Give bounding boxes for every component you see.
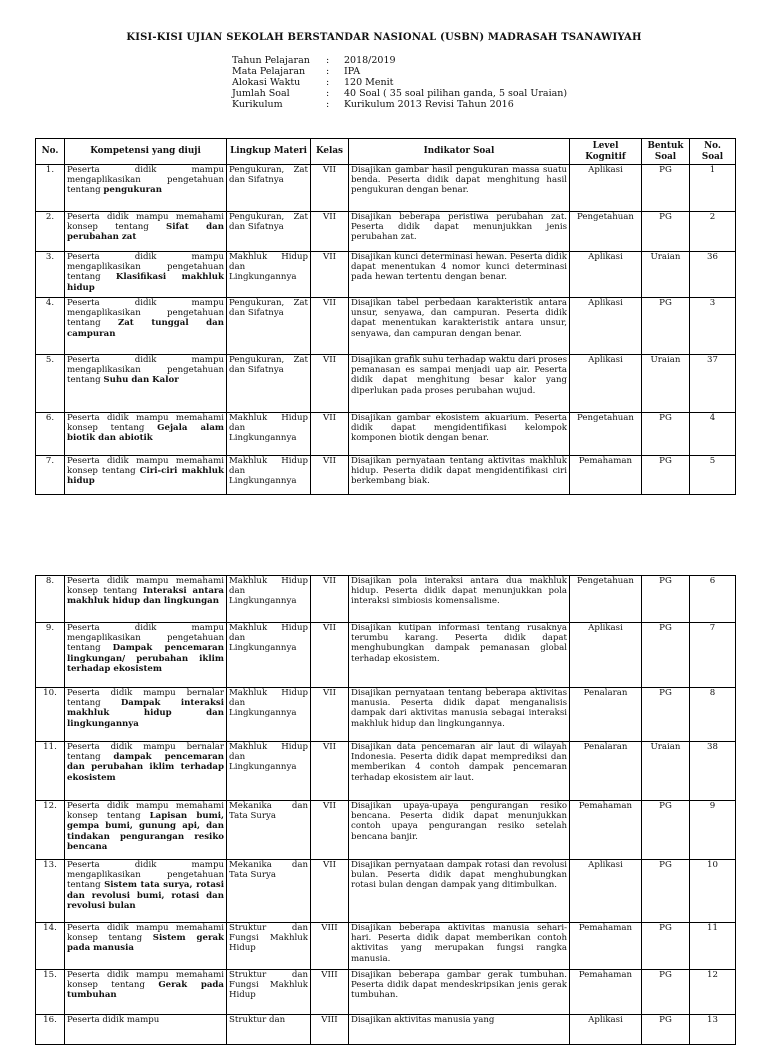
kompetensi-topic: dampak pencemaran dan perubahan iklim terhadap ekosistem [67, 752, 225, 783]
kisi-kisi-table-page-2 [35, 575, 736, 1045]
cell-bentuk-soal: PG [642, 923, 690, 970]
cell-kompetensi [65, 923, 227, 970]
cell-kompetensi [65, 355, 227, 413]
cell-level-kognitif: Aplikasi [570, 165, 642, 212]
table-row [36, 860, 736, 923]
cell-no: 9. [36, 623, 65, 688]
kompetensi-text: Peserta didik mampu memahami konsep tentang [67, 801, 224, 822]
cell-no-soal: 2 [690, 212, 736, 252]
cell-bentuk-soal: PG [642, 456, 690, 495]
meta-row [232, 55, 567, 66]
cell-no: 2. [36, 212, 65, 252]
cell-no-soal: 9 [690, 801, 736, 860]
cell-no-soal: 8 [690, 688, 736, 742]
cell-bentuk-soal: PG [642, 1015, 690, 1045]
kompetensi-text: Peserta didik mampu mengaplikasikan pengetahuan tentang [67, 252, 224, 283]
header-indikator: Indikator Soal [349, 139, 570, 165]
kompetensi-text: Peserta didik mampu memahami konsep tentang [67, 456, 224, 477]
cell-lingkup-materi: Makhluk Hidup dan Lingkungannya [227, 456, 311, 495]
cell-no: 7. [36, 456, 65, 495]
meta-separator: : [326, 55, 330, 66]
cell-bentuk-soal: PG [642, 576, 690, 623]
cell-no: 15. [36, 970, 65, 1015]
table-row [36, 413, 736, 456]
meta-separator: : [326, 88, 330, 99]
cell-level-kognitif: Pengetahuan [570, 413, 642, 456]
cell-indikator: Disajikan grafik suhu terhadap waktu dari proses pemanasan es sampai menjadi uap air. Peserta didik dapat menghitung besar kalor yang diperlukan pada proses perubahan wujud. [349, 355, 570, 413]
cell-level-kognitif: Aplikasi [570, 355, 642, 413]
cell-no: 6. [36, 413, 65, 456]
cell-kompetensi [65, 860, 227, 923]
cell-kelas: VII [311, 413, 349, 456]
cell-kompetensi [65, 970, 227, 1015]
cell-no: 1. [36, 165, 65, 212]
cell-indikator: Disajikan beberapa peristiwa perubahan zat. Peserta didik dapat menunjukkan jenis perubahan zat. [349, 212, 570, 252]
meta-row [232, 99, 567, 110]
cell-indikator: Disajikan pernyataan dampak rotasi dan revolusi bulan. Peserta didik dapat menghubungkan rotasi bulan dengan dampak yang ditimbulkan. [349, 860, 570, 923]
header-lingkup: Lingkup Materi [227, 139, 311, 165]
kompetensi-topic: Suhu dan Kalor [103, 375, 179, 386]
cell-bentuk-soal: Uraian [642, 355, 690, 413]
cell-kompetensi [65, 623, 227, 688]
cell-no: 13. [36, 860, 65, 923]
cell-kelas: VII [311, 576, 349, 623]
kompetensi-text: Peserta didik mampu memahami konsep tentang [67, 923, 224, 944]
cell-kelas: VII [311, 252, 349, 298]
cell-no: 8. [36, 576, 65, 623]
cell-no-soal: 37 [690, 355, 736, 413]
cell-no: 5. [36, 355, 65, 413]
kompetensi-text: Peserta didik mampu bernalar tentang [67, 688, 224, 709]
cell-lingkup-materi: Makhluk Hidup dan Lingkungannya [227, 413, 311, 456]
cell-lingkup-materi: Pengukuran, Zat dan Sifatnya [227, 355, 311, 413]
cell-indikator: Disajikan pernyataan tentang beberapa aktivitas manusia. Peserta didik dapat menganalisis dampak dari aktivitas manusia sebagai interaksi makhluk hidup dan lingkungannya. [349, 688, 570, 742]
cell-no: 4. [36, 298, 65, 355]
cell-lingkup-materi: Pengukuran, Zat dan Sifatnya [227, 212, 311, 252]
kompetensi-topic: Sifat dan perubahan zat [67, 222, 224, 243]
meta-separator: : [326, 77, 330, 88]
kompetensi-text: Peserta didik mampu memahami konsep tentang [67, 576, 224, 597]
meta-value: 40 Soal ( 35 soal pilihan ganda, 5 soal Uraian) [344, 88, 568, 99]
table-row [36, 688, 736, 742]
cell-level-kognitif: Aplikasi [570, 860, 642, 923]
cell-no-soal: 13 [690, 1015, 736, 1045]
cell-level-kognitif: Pemahaman [570, 923, 642, 970]
meta-row [232, 88, 567, 99]
cell-lingkup-materi: Makhluk Hidup dan Lingkungannya [227, 252, 311, 298]
cell-no-soal: 10 [690, 860, 736, 923]
table-row [36, 970, 736, 1015]
kompetensi-topic: Sistem gerak pada manusia [67, 933, 224, 954]
cell-kompetensi [65, 456, 227, 495]
table-row [36, 298, 736, 355]
cell-level-kognitif: Pemahaman [570, 970, 642, 1015]
cell-bentuk-soal: PG [642, 623, 690, 688]
kompetensi-text: Peserta didik mampu mengaplikasikan pengetahuan tentang [67, 298, 224, 329]
cell-lingkup-materi: Makhluk Hidup dan Lingkungannya [227, 688, 311, 742]
cell-kompetensi [65, 165, 227, 212]
cell-bentuk-soal: PG [642, 801, 690, 860]
meta-label: Tahun Pelajaran [232, 55, 310, 66]
cell-kelas: VII [311, 860, 349, 923]
cell-lingkup-materi: Makhluk Hidup dan Lingkungannya [227, 742, 311, 801]
cell-level-kognitif: Pengetahuan [570, 576, 642, 623]
cell-level-kognitif: Aplikasi [570, 623, 642, 688]
cell-no-soal: 36 [690, 252, 736, 298]
cell-kompetensi [65, 212, 227, 252]
cell-lingkup-materi: Struktur dan [227, 1015, 311, 1045]
cell-kompetensi [65, 252, 227, 298]
kompetensi-topic: Sistem tata surya, rotasi dan revolusi bumi, rotasi dan revolusi bulan [67, 880, 224, 911]
cell-lingkup-materi: Mekanika dan Tata Surya [227, 801, 311, 860]
kompetensi-text: Peserta didik mampu mengaplikasikan pengetahuan tentang [67, 860, 224, 891]
document-title: KISI-KISI UJIAN SEKOLAH BERSTANDAR NASIONAL (USBN) MADRASAH TSANAWIYAH [126, 32, 642, 43]
kompetensi-text: Peserta didik mampu mengaplikasikan pengetahuan tentang [67, 623, 224, 654]
table-row [36, 212, 736, 252]
cell-no: 11. [36, 742, 65, 801]
cell-kompetensi [65, 576, 227, 623]
cell-level-kognitif: Penalaran [570, 688, 642, 742]
kompetensi-topic: Gerak pada tumbuhan [67, 980, 224, 1001]
meta-value: IPA [344, 66, 361, 77]
cell-kelas: VII [311, 688, 349, 742]
table-row [36, 801, 736, 860]
header-no: No. [36, 139, 65, 165]
cell-indikator: Disajikan pernyataan tentang aktivitas makhluk hidup. Peserta didik dapat mengidentifikasi ciri berkembang biak. [349, 456, 570, 495]
cell-kompetensi [65, 413, 227, 456]
cell-level-kognitif: Pengetahuan [570, 212, 642, 252]
meta-label: Kurikulum [232, 99, 283, 110]
cell-bentuk-soal: PG [642, 688, 690, 742]
cell-no-soal: 1 [690, 165, 736, 212]
meta-row [232, 77, 567, 88]
cell-no: 10. [36, 688, 65, 742]
cell-no-soal: 7 [690, 623, 736, 688]
table-row [36, 252, 736, 298]
cell-kelas: VII [311, 165, 349, 212]
cell-kelas: VII [311, 355, 349, 413]
cell-no-soal: 6 [690, 576, 736, 623]
cell-indikator: Disajikan upaya-upaya pengurangan resiko bencana. Peserta didik dapat menunjukkan contoh upaya pengurangan resiko setelah bencana banjir. [349, 801, 570, 860]
table-row [36, 742, 736, 801]
meta-value: 120 Menit [344, 77, 394, 88]
table-row [36, 576, 736, 623]
kompetensi-topic: Ciri-ciri makhluk hidup [67, 466, 224, 487]
cell-kelas: VII [311, 742, 349, 801]
kompetensi-topic: Lapisan bumi, gempa bumi, gunung api, dan tindakan pengurangan resiko bencana [67, 811, 224, 852]
table-row [36, 456, 736, 495]
header-kelas: Kelas [311, 139, 349, 165]
table-row [36, 165, 736, 212]
cell-lingkup-materi: Pengukuran, Zat dan Sifatnya [227, 165, 311, 212]
kompetensi-text: Peserta didik mampu mengaplikasikan pengetahuan tentang [67, 165, 224, 196]
kompetensi-topic: Dampak interaksi makhluk hidup dan lingkungannya [67, 698, 224, 729]
kisi-kisi-table-page-1 [35, 138, 736, 495]
cell-indikator: Disajikan aktivitas manusia yang [349, 1015, 570, 1045]
kompetensi-text: Peserta didik mampu memahami konsep tentang [67, 970, 224, 991]
cell-lingkup-materi: Mekanika dan Tata Surya [227, 860, 311, 923]
cell-no: 12. [36, 801, 65, 860]
cell-bentuk-soal: PG [642, 298, 690, 355]
page-break [0, 505, 768, 565]
cell-kompetensi [65, 801, 227, 860]
cell-lingkup-materi: Makhluk Hidup dan Lingkungannya [227, 576, 311, 623]
cell-lingkup-materi: Pengukuran, Zat dan Sifatnya [227, 298, 311, 355]
cell-no: 14. [36, 923, 65, 970]
cell-indikator: Disajikan pola interaksi antara dua makhluk hidup. Peserta didik dapat menunjukkan pola interaksi simbiosis komensalisme. [349, 576, 570, 623]
kompetensi-text: Peserta didik mampu bernalar tentang [67, 742, 224, 763]
table-row [36, 355, 736, 413]
meta-label: Alokasi Waktu [232, 77, 301, 88]
kompetensi-topic: Dampak pencemaran lingkungan/ perubahan iklim terhadap ekosistem [67, 643, 224, 674]
header-level: Level Kognitif [570, 139, 642, 165]
meta-label: Mata Pelajaran [232, 66, 306, 77]
cell-kelas: VIII [311, 1015, 349, 1045]
kompetensi-topic: Zat tunggal dan campuran [67, 318, 224, 339]
cell-kompetensi [65, 688, 227, 742]
cell-no-soal: 3 [690, 298, 736, 355]
table-header-row [36, 139, 736, 165]
meta-value: Kurikulum 2013 Revisi Tahun 2016 [344, 99, 514, 110]
cell-kelas: VII [311, 298, 349, 355]
cell-bentuk-soal: PG [642, 413, 690, 456]
cell-kelas: VII [311, 456, 349, 495]
meta-value: 2018/2019 [344, 55, 396, 66]
cell-indikator: Disajikan tabel perbedaan karakteristik antara unsur, senyawa, dan campuran. Peserta didik dapat menentukan karakteristik antara unsur, senyawa, dan campuran dengan benar. [349, 298, 570, 355]
cell-indikator: Disajikan gambar ekosistem akuarium. Peserta didik dapat mengidentifikasi kelompok komponen biotik dengan benar. [349, 413, 570, 456]
kompetensi-topic: pengukuran [103, 185, 162, 196]
kompetensi-text: Peserta didik mampu memahami konsep tentang [67, 212, 224, 233]
cell-no-soal: 5 [690, 456, 736, 495]
cell-no: 16. [36, 1015, 65, 1045]
header-kompetensi: Kompetensi yang diuji [65, 139, 227, 165]
header-bentuk: Bentuk Soal [642, 139, 690, 165]
cell-no-soal: 11 [690, 923, 736, 970]
meta-label: Jumlah Soal [232, 88, 290, 99]
cell-no-soal: 4 [690, 413, 736, 456]
cell-indikator: Disajikan beberapa aktivitas manusia sehari-hari. Peserta didik dapat memberikan contoh aktivitas yang merupakan fungsi rangka manusia. [349, 923, 570, 970]
cell-kompetensi [65, 1015, 227, 1045]
header-nosoal: No. Soal [690, 139, 736, 165]
kompetensi-text: Peserta didik mampu [67, 1015, 160, 1025]
cell-bentuk-soal: Uraian [642, 252, 690, 298]
cell-level-kognitif: Pemahaman [570, 456, 642, 495]
cell-indikator: Disajikan kunci determinasi hewan. Peserta didik dapat menentukan 4 nomor kunci determinasi pada hewan tertentu dengan benar. [349, 252, 570, 298]
cell-bentuk-soal: PG [642, 970, 690, 1015]
kompetensi-topic: Klasifikasi makhluk hidup [67, 272, 224, 293]
cell-kelas: VII [311, 623, 349, 688]
table-row [36, 923, 736, 970]
kompetensi-topic: Interaksi antara makhluk hidup dan lingkungan [67, 586, 224, 607]
cell-lingkup-materi: Struktur dan Fungsi Makhluk Hidup [227, 923, 311, 970]
cell-bentuk-soal: Uraian [642, 742, 690, 801]
table-row [36, 1015, 736, 1045]
cell-lingkup-materi: Struktur dan Fungsi Makhluk Hidup [227, 970, 311, 1015]
cell-no-soal: 12 [690, 970, 736, 1015]
kompetensi-text: Peserta didik mampu mengaplikasikan pengetahuan tentang [67, 355, 224, 386]
cell-level-kognitif: Penalaran [570, 742, 642, 801]
cell-indikator: Disajikan gambar hasil pengukuran massa suatu benda. Peserta didik dapat menghitung hasil pengukuran dengan benar. [349, 165, 570, 212]
cell-bentuk-soal: PG [642, 212, 690, 252]
cell-kompetensi [65, 742, 227, 801]
meta-separator: : [326, 66, 330, 77]
cell-indikator: Disajikan data pencemaran air laut di wilayah Indonesia. Peserta didik dapat memprediksi dan memberikan 4 contoh dampak pencemaran terhadap ekosistem air laut. [349, 742, 570, 801]
cell-bentuk-soal: PG [642, 860, 690, 923]
cell-kompetensi [65, 298, 227, 355]
cell-level-kognitif: Pemahaman [570, 801, 642, 860]
table-row [36, 623, 736, 688]
cell-level-kognitif: Aplikasi [570, 298, 642, 355]
cell-no: 3. [36, 252, 65, 298]
cell-kelas: VIII [311, 970, 349, 1015]
cell-no-soal: 38 [690, 742, 736, 801]
cell-indikator: Disajikan beberapa gambar gerak tumbuhan. Peserta didik dapat mendeskripsikan jenis gerak tumbuhan. [349, 970, 570, 1015]
cell-level-kognitif: Aplikasi [570, 252, 642, 298]
cell-kelas: VIII [311, 923, 349, 970]
cell-lingkup-materi: Makhluk Hidup dan Lingkungannya [227, 623, 311, 688]
document-meta [232, 55, 567, 110]
cell-bentuk-soal: PG [642, 165, 690, 212]
cell-indikator: Disajikan kutipan informasi tentang rusaknya terumbu karang. Peserta didik dapat menghubungkan dampak pemanasan global terhadap ekosistem. [349, 623, 570, 688]
cell-kelas: VII [311, 212, 349, 252]
cell-kelas: VII [311, 801, 349, 860]
meta-separator: : [326, 99, 330, 110]
kompetensi-text: Peserta didik mampu memahami konsep tentang [67, 413, 224, 434]
cell-level-kognitif: Aplikasi [570, 1015, 642, 1045]
kompetensi-topic: Gejala alam biotik dan abiotik [67, 423, 224, 444]
meta-row [232, 66, 567, 77]
